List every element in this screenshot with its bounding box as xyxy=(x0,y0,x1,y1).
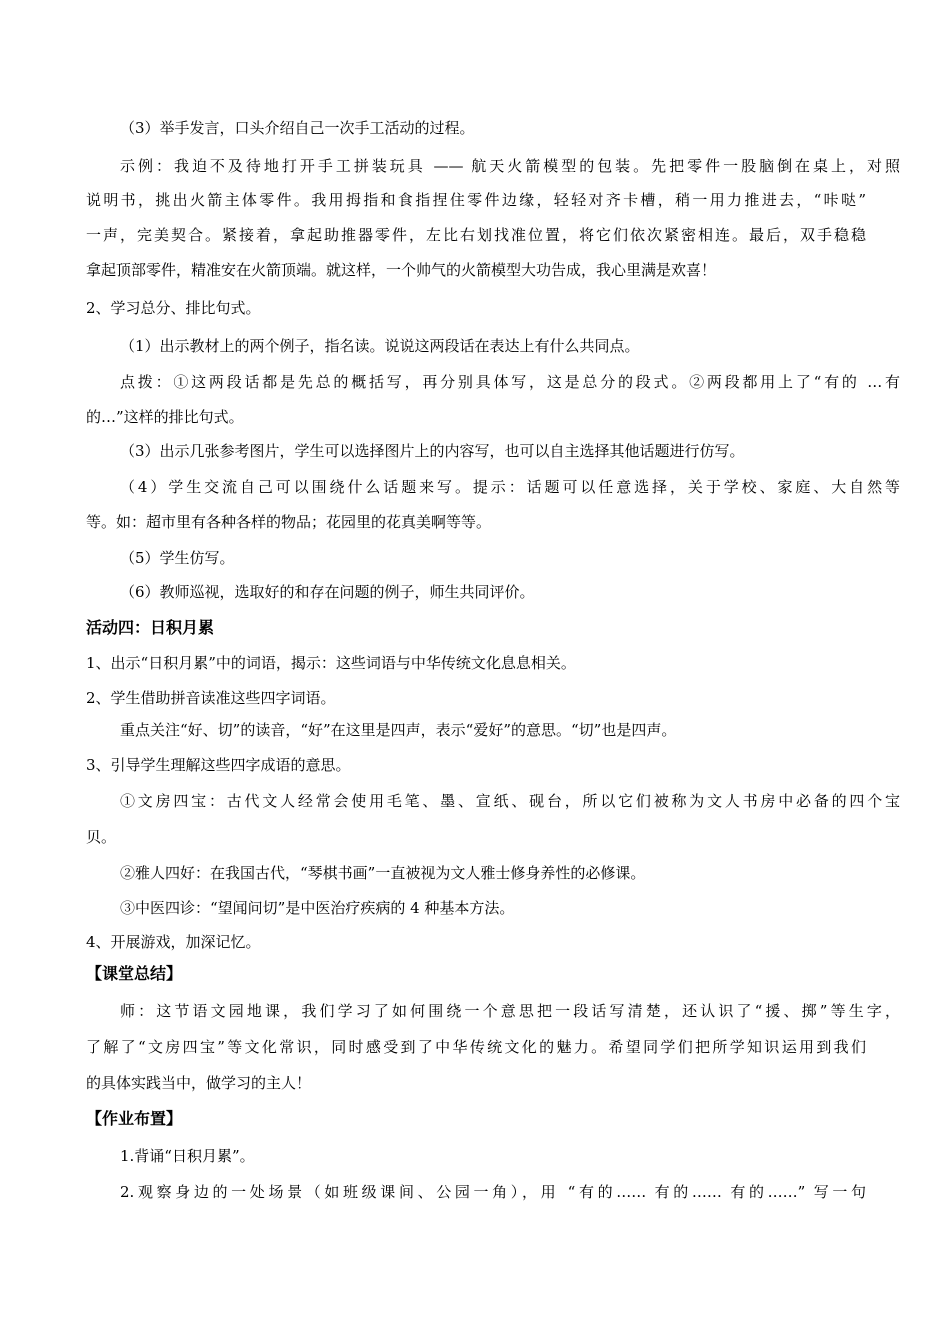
text-line: 了解了“文房四宝”等文化常识，同时感受到了中华传统文化的魅力。希望同学们把所学知识运用到我们 xyxy=(86,1038,866,1056)
text-line: 说明书，挑出火箭主体零件。我用拇指和食指捏住零件边缘，轻轻对齐卡槽，稍一用力推进去，“咔哒” xyxy=(86,191,866,209)
text-line: 等。如：超市里有各种各样的物品；花园里的花真美啊等等。 xyxy=(86,513,492,531)
text-line: 拿起顶部零件，精准安在火箭顶端。就这样，一个帅气的火箭模型大功告成，我心里满是欢喜！ xyxy=(86,261,717,279)
text-line: 一声，完美契合。紧接着，拿起助推器零件，左比右划找准位置，将它们依次紧密相连。最后，双手稳稳 xyxy=(86,226,866,244)
text-line: 的具体实践当中，做学习的主人！ xyxy=(86,1074,312,1092)
section-heading: 【课堂总结】 xyxy=(86,964,183,983)
text-line: ③中医四诊：“望闻问切”是中医治疗疾病的 4 种基本方法。 xyxy=(120,899,515,917)
text-line: （1）出示教材上的两个例子，指名读。说说这两段话在表达上有什么共同点。 xyxy=(120,337,640,355)
text-line: ②雅人四好：在我国古代，“琴棋书画”一直被视为文人雅士修身养性的必修课。 xyxy=(120,864,646,882)
section-heading: 【作业布置】 xyxy=(86,1109,183,1128)
text-line: 4、开展游戏，加深记忆。 xyxy=(86,933,261,951)
section-heading: 活动四：日积月累 xyxy=(86,618,215,637)
text-line: 师：这节语文园地课，我们学习了如何围绕一个意思把一段话写清楚，还认识了“援、掷”等生字， xyxy=(120,1002,900,1020)
text-line: 2、学生借助拼音读准这些四字词语。 xyxy=(86,689,336,707)
text-line: （3）出示几张参考图片，学生可以选择图片上的内容写，也可以自主选择其他话题进行仿写。 xyxy=(120,442,745,460)
text-line: 示例：我迫不及待地打开手工拼装玩具 —— 航天火箭模型的包装。先把零件一股脑倒在桌上，对照 xyxy=(120,157,900,175)
text-line: ①文房四宝：古代文人经常会使用毛笔、墨、宣纸、砚台，所以它们被称为文人书房中必备的四个宝 xyxy=(120,792,900,810)
text-line: 的…”这样的排比句式。 xyxy=(86,408,244,426)
text-line: 1、出示“日积月累”中的词语，揭示：这些词语与中华传统文化息息相关。 xyxy=(86,654,576,672)
text-line: （3）举手发言，口头介绍自己一次手工活动的过程。 xyxy=(120,119,475,137)
text-line: 1.背诵“日积月累”。 xyxy=(120,1147,255,1165)
text-line: 2、学习总分、排比句式。 xyxy=(86,299,261,317)
text-line: 重点关注“好、切”的读音，“好”在这里是四声，表示“爱好”的意思。“切”也是四声。 xyxy=(120,721,677,739)
text-line: 贝。 xyxy=(86,828,117,846)
text-line: （5）学生仿写。 xyxy=(120,549,235,567)
text-line: （6）教师巡视，选取好的和存在问题的例子，师生共同评价。 xyxy=(120,583,535,601)
text-line: （4）学生交流自己可以围绕什么话题来写。提示：话题可以任意选择，关于学校、家庭、大自然等 xyxy=(120,478,900,496)
text-line: 2.观察身边的一处场景（如班级课间、公园一角），用 “有的…… 有的…… 有的……” 写一句 xyxy=(120,1183,866,1201)
text-line: 点拨：①这两段话都是先总的概括写，再分别具体写，这是总分的段式。②两段都用上了“有的 …有 xyxy=(120,373,900,391)
text-line: 3、引导学生理解这些四字成语的意思。 xyxy=(86,756,351,774)
